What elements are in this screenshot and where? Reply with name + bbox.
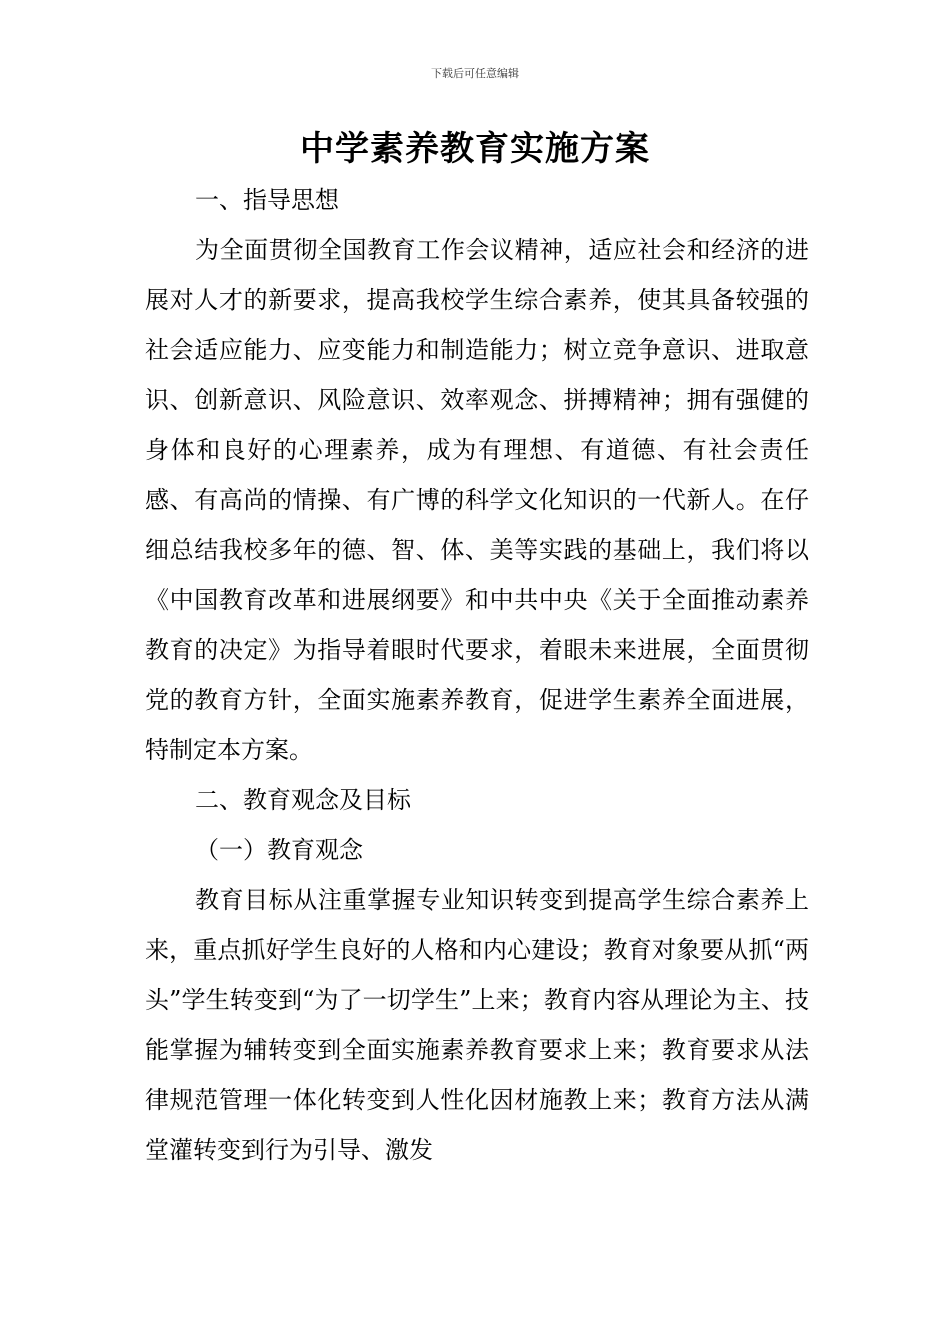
section-heading-guiding-ideology: 一、指导思想 <box>195 186 339 214</box>
header-note: 下载后可任意编辑 <box>431 67 519 80</box>
document-body <box>145 175 809 1175</box>
paragraph-guiding-ideology: 为全面贯彻全国教育工作会议精神，适应社会和经济的进展对人才的新要求，提高我校学生综合素养，使其具备较强的社会适应能力、应变能力和制造能力；树立竞争意识、进取意识、创新意识、风险意识、效率观念、拼搏精神；拥有强健的身体和良好的心理素养，成为有理想、有道德、有社会责任感、有高尚的情操、有广博的科学文化知识的一代新人。在仔细总结我校多年的德、智、体、美等实践的基础上，我们将以《中国教育改革和进展纲要》和中共中央《关于全面推动素养教育的决定》为指导着眼时代要求，着眼未来进展，全面贯彻党的教育方针，全面实施素养教育，促进学生素养全面进展，特制定本方案。 <box>145 236 809 764</box>
document-title: 中学素养教育实施方案 <box>300 129 650 169</box>
section-heading-concepts-goals: 二、教育观念及目标 <box>195 786 411 814</box>
subsection-heading-education-concept: （一）教育观念 <box>195 836 363 864</box>
paragraph-education-concept: 教育目标从注重掌握专业知识转变到提高学生综合素养上来，重点抓好学生良好的人格和内心建设；教育对象要从抓“两头”学生转变到“为了一切学生”上来；教育内容从理论为主、技能掌握为辅转变到全面实施素养教育要求上来；教育要求从法律规范管理一体化转变到人性化因材施教上来；教育方法从满堂灌转变到行为引导、激发 <box>145 886 809 1164</box>
